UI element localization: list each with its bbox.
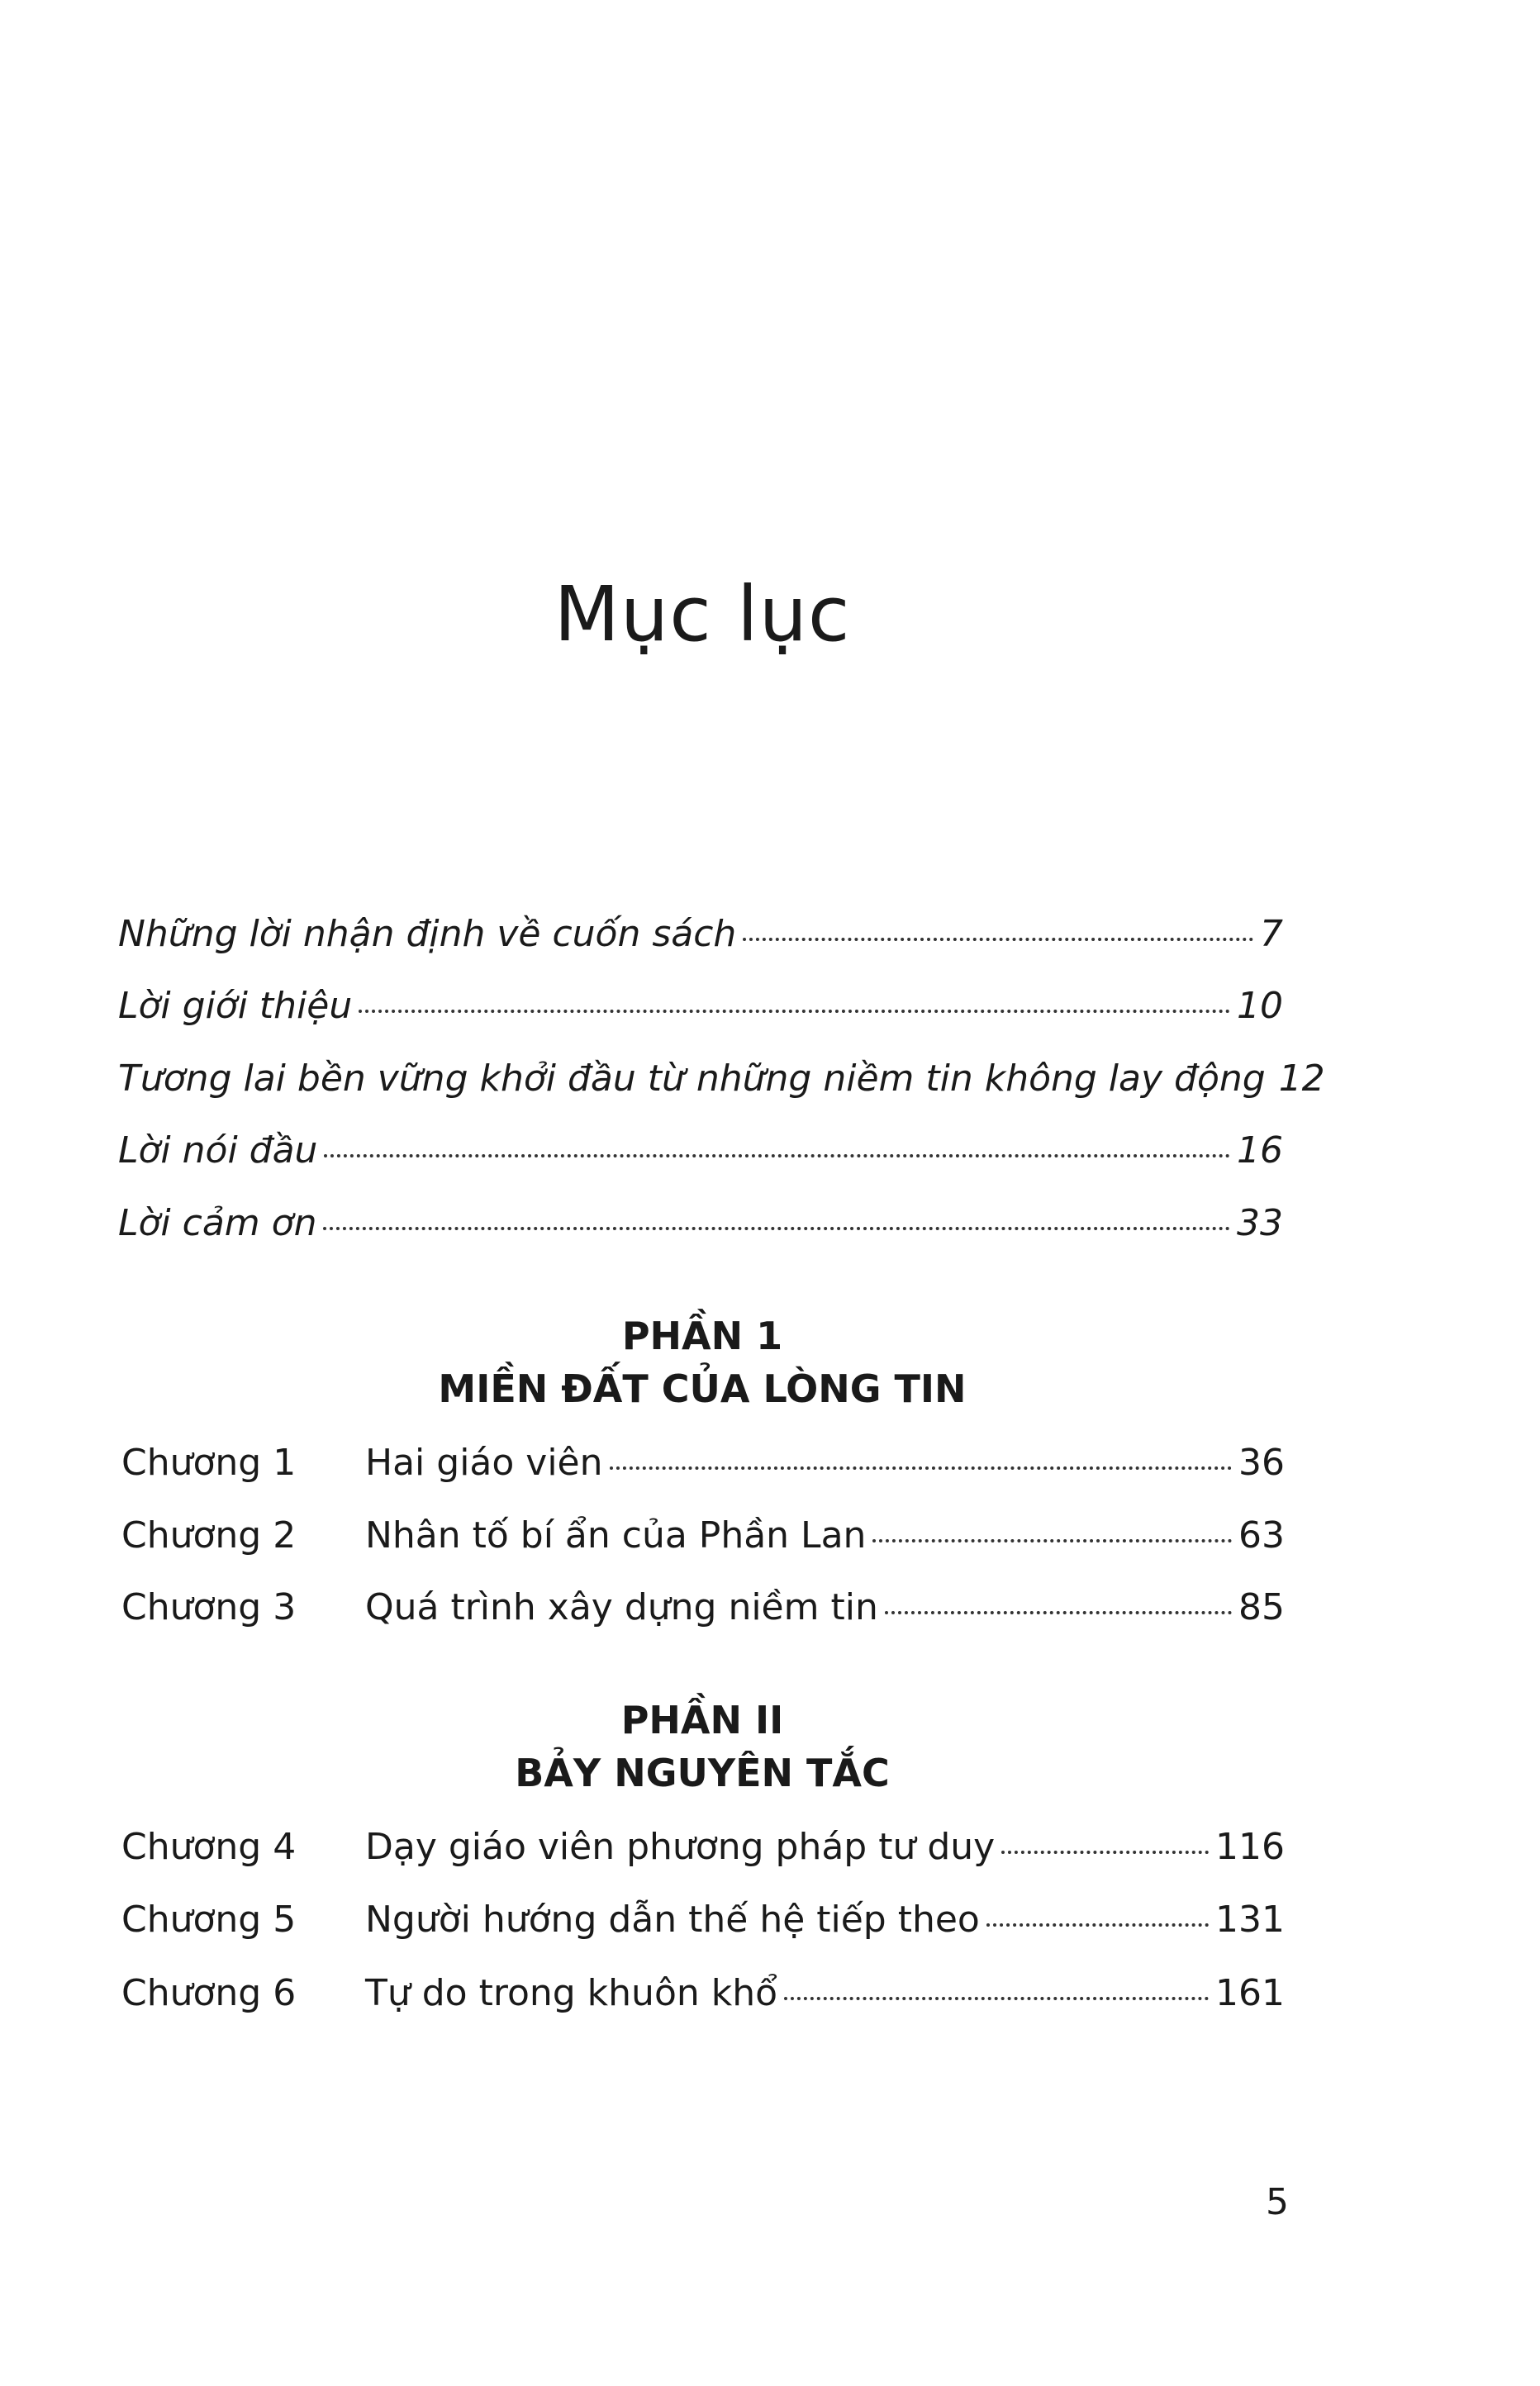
- chapter-number: Chương 3: [121, 1586, 297, 1628]
- entry-page: 16: [1237, 1129, 1283, 1172]
- dot-leader: [743, 938, 1253, 941]
- entry-label: Lời giới thiệu: [118, 985, 353, 1027]
- entry-label: Tương lai bền vững khởi đầu từ những niềm tin không lay động: [118, 1058, 1266, 1100]
- dot-leader: [784, 1997, 1209, 2000]
- chapter-entry: [121, 1826, 1285, 1868]
- toc-entry: [118, 985, 1283, 1027]
- chapter-entry: [121, 1514, 1285, 1557]
- entry-page: 33: [1237, 1202, 1283, 1244]
- chapter-number: Chương 6: [121, 1972, 297, 2014]
- part-heading: [0, 1309, 1405, 1415]
- part-label: PHẦN II: [620, 1698, 784, 1742]
- chapter-page: 116: [1215, 1826, 1285, 1868]
- chapter-page: 85: [1238, 1586, 1285, 1628]
- chapter-page: 161: [1215, 1972, 1285, 2014]
- chapter-entry: [121, 1586, 1285, 1628]
- chapter-title: Dạy giáo viên phương pháp tư duy: [365, 1826, 996, 1868]
- part-title: BẢY NGUYÊN TẮC: [515, 1751, 890, 1795]
- part-heading: [0, 1694, 1405, 1799]
- chapter-entry: [121, 1899, 1285, 1941]
- chapter-page: 131: [1215, 1899, 1285, 1941]
- entry-label: Lời nói đầu: [118, 1129, 318, 1172]
- chapter-page: 36: [1238, 1442, 1285, 1484]
- entry-label: Lời cảm ơn: [118, 1202, 317, 1244]
- chapter-number: Chương 1: [121, 1442, 297, 1484]
- dot-leader: [324, 1154, 1230, 1157]
- toc-entry: [118, 1129, 1283, 1172]
- dot-leader: [323, 1227, 1230, 1230]
- chapter-title: Người hướng dẫn thế hệ tiếp theo: [365, 1899, 980, 1941]
- dot-leader: [872, 1539, 1232, 1542]
- page-title: Mục lục: [554, 570, 851, 658]
- chapter-title: Hai giáo viên: [365, 1442, 603, 1484]
- dot-leader: [986, 1923, 1209, 1927]
- entry-page: 10: [1237, 985, 1283, 1027]
- page-number: 5: [1266, 2181, 1289, 2223]
- dot-leader: [610, 1466, 1232, 1470]
- toc-entry: [118, 1058, 1325, 1100]
- entry-page: 12: [1278, 1058, 1325, 1100]
- chapter-entry: [121, 1972, 1285, 2014]
- chapter-page: 63: [1238, 1514, 1285, 1557]
- chapter-number: Chương 2: [121, 1514, 297, 1557]
- chapter-title: Nhân tố bí ẩn của Phần Lan: [365, 1514, 867, 1557]
- dot-leader: [359, 1010, 1230, 1013]
- chapter-number: Chương 5: [121, 1899, 297, 1941]
- chapter-entry: [121, 1442, 1285, 1484]
- part-title: MIỀN ĐẤT CỦA LÒNG TIN: [438, 1366, 967, 1411]
- part-label: PHẦN 1: [621, 1314, 783, 1358]
- entry-page: 7: [1260, 913, 1283, 955]
- chapter-number: Chương 4: [121, 1826, 297, 1868]
- chapter-title: Tự do trong khuôn khổ: [365, 1972, 778, 2014]
- entry-label: Những lời nhận định về cuốn sách: [118, 913, 737, 955]
- toc-entry: [118, 913, 1283, 955]
- dot-leader: [1001, 1851, 1209, 1854]
- toc-entry: [118, 1202, 1283, 1244]
- dot-leader: [885, 1611, 1232, 1614]
- chapter-title: Quá trình xây dựng niềm tin: [365, 1586, 878, 1628]
